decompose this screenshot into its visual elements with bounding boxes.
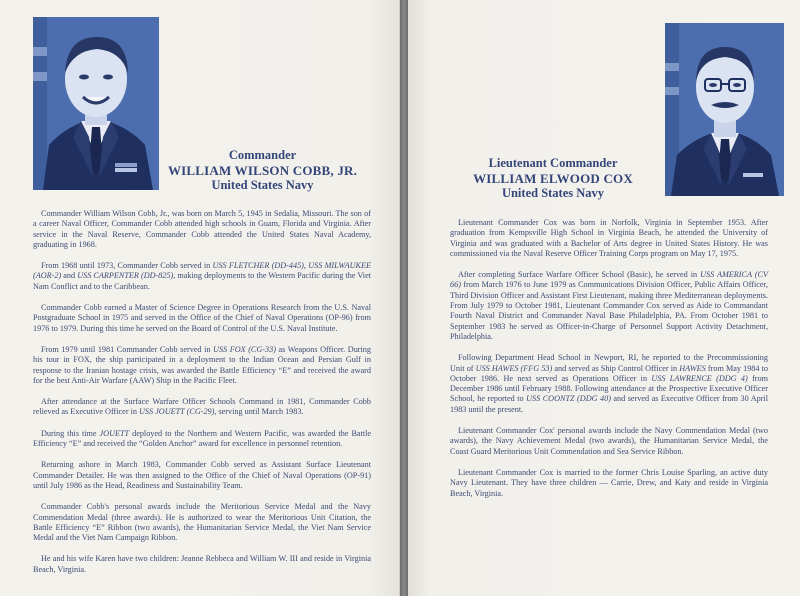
paragraph-text: and: [61, 271, 78, 281]
heading-cobb: [160, 148, 365, 193]
paragraph-text: From 1968 until 1973, Commander Cobb served in: [41, 261, 213, 271]
biography-paragraph: [450, 218, 768, 259]
heading-name: WILLIAM ELWOOD COX: [473, 171, 633, 186]
biography-paragraph: [33, 429, 371, 450]
paragraph-text: from December 1986 until February 1988. Following attendance at the Prospective Executive Officer School, he reported to: [450, 373, 768, 404]
paragraph-text: ,: [303, 261, 309, 271]
biography-paragraph: [450, 353, 768, 415]
paragraph-text: Commander William Wilson Cobb, Jr., was born on March 5, 1945 in Sedalia, Missouri. The son of a career Naval Officer, Commander Cobb attended high schools in Guam, Florida and Virginia. After service in the Naval Reserve, Commander Cobb attended the United States Naval Academy, graduating in 1968.: [33, 209, 371, 249]
portrait-photo-cobb: [33, 17, 159, 190]
paragraph-text: from May 1984 to October 1986. He next served as Operations Officer in: [450, 363, 768, 383]
book-gutter: [400, 0, 408, 596]
paragraph-text: Returning ashore in March 1983, Commander Cobb served as Assistant Surface Lieutenant Commander Detailer. He was then assigned to the Office of the Chief of Naval Operations (OP-91) until July 1986 as the Head, Readiness and Sustainability Team.: [33, 460, 371, 490]
biography-paragraph: [33, 397, 371, 418]
paragraph-text: Lieutenant Commander Cox' personal awards include the Navy Commendation Medal (two awards), the Navy Achievement Medal (two awards), the Humanitarian Service Medal, the Coast Guard Meritorious Unit Commendation and Sea Service Ribbon.: [450, 426, 768, 456]
ship-name: USS CARPENTER (DD-825): [77, 271, 174, 281]
biography-paragraph: [33, 460, 371, 491]
paragraph-text: from March 1976 to June 1979 as Communications Division Officer, Public Affairs Officer, Third Division Officer and Assistant First Lieutenant, making three Mediterranean deployments. From July 1979 to October 1981, Lieutenant Commander Cox served as Aide to Commandant Fourth Naval District and Commander Naval Base Philadelphia, PA. From October 1981 to September 1983 he served as Officer-in-Charge of Personnel Support Activity Detachment, Philadelphia.: [450, 280, 768, 341]
paragraph-text: deployed to the Northern and Western Pacific, was awarded the Battle Efficiency “E” and received the “Golden Anchor” award for excellence in personnel retention.: [33, 428, 372, 449]
paragraph-text: , serving until March 1983.: [214, 407, 304, 417]
biography-paragraph: [33, 502, 371, 543]
heading-rank: Lieutenant Commander: [488, 156, 618, 170]
biography-paragraph: [33, 303, 371, 334]
paragraph-text: Commander Cobb's personal awards include the Meritorious Service Medal and the Navy Commendation Medal (three awards). He is authorized to wear the Meritorious Unit Citation, the Battle Efficiency “E” Ribbon (two awards), the Humanitarian Service Medal, the Viet Nam Service Medal and the Viet Nam Campaign Ribbon.: [33, 502, 371, 543]
paragraph-text: as Weapons Officer. During his tour in FOX, the ship participated in a deployment to the Indian Ocean and Persian Gulf in response to the Iranian hostage crisis, was awarded the Battle Efficiency “E” and received the award for the best Anti-Air Warfare (AAW) Ship in the Pacific Fleet.: [33, 344, 371, 385]
ship-name: USS FOX (CG-33): [213, 344, 276, 354]
ship-name: USS LAWRENCE (DDG 4): [651, 373, 748, 383]
heading-cox: [448, 156, 658, 201]
biography-paragraph: [450, 468, 768, 499]
paragraph-text: Lieutenant Commander Cox was born in Norfolk, Virginia in September 1953. After graduation from Kempsville High School in Virginia Beach, he attended the University of Virginia and was graduated with a Bachelor of Arts degree in United States History. He was commissioned via the Naval Reserve Officer Training Corps program on May 17, 1975.: [450, 218, 768, 258]
heading-branch: United States Navy: [211, 178, 314, 192]
paragraph-text: During this time: [41, 428, 100, 438]
paragraph-text: Following Department Head School in Newport, RI, he reported to the Precommissioning Unit of: [450, 353, 768, 373]
ship-name: USS COONTZ (DDG 40): [526, 394, 611, 404]
ship-name: USS HAWES (FFG 53): [475, 363, 553, 373]
heading-rank: Commander: [228, 148, 297, 162]
biography-cox: [450, 218, 768, 510]
biography-paragraph: [450, 270, 768, 342]
heading-name: WILLIAM WILSON COBB, JR.: [167, 163, 358, 178]
heading-branch: United States Navy: [501, 186, 605, 200]
ship-name: USS AMERICA (CV 66): [450, 270, 768, 290]
biography-paragraph: [33, 554, 371, 575]
ship-name: JOUETT: [99, 428, 130, 438]
paragraph-text: He and his wife Karen have two children: Jeanne Rebbeca and William W. III and reside in Virginia Beach, Virginia.: [33, 554, 371, 574]
ship-name: HAWES: [679, 363, 706, 373]
biography-cobb: [33, 209, 371, 586]
biography-paragraph: [33, 209, 371, 250]
paragraph-text: After attendance at the Surface Warfare Officer Schools Command in 1981, Commander Cobb relieved as Executive Officer in: [33, 397, 371, 417]
paragraph-text: and served as Ship Control Officer in: [552, 363, 680, 373]
paragraph-text: From 1979 until 1981 Commander Cobb served in: [41, 344, 214, 354]
paragraph-text: Commander Cobb earned a Master of Science Degree in Operations Research from the U.S. Naval Postgraduate School in 1975 and served in the Office of the Chief of Naval Operations (OP-96) from 1976 to 1979. During this time he served on the Board of Control of the U.S. Naval Institute.: [33, 303, 371, 333]
portrait-photo-cox: [665, 23, 784, 196]
biography-paragraph: [450, 426, 768, 457]
paragraph-text: , making deployments to the Western Pacific during the Viet Nam Conflict and to the Caribbean.: [33, 271, 371, 291]
ship-name: USS JOUETT (CG-29): [139, 407, 215, 417]
paragraph-text: and served as Executive Officer from 30 April 1983 until the present.: [450, 394, 768, 414]
biography-paragraph: [33, 261, 371, 292]
ship-name: USS MILWAUKEE (AOR-2): [33, 261, 372, 281]
ship-name: USS FLETCHER (DD-445): [212, 261, 304, 271]
paragraph-text: After completing Surface Warfare Officer School (Basic), he served in: [458, 270, 701, 280]
paragraph-text: Lieutenant Commander Cox is married to the former Chris Louise Sparling, an active duty Navy Lieutenant. They have three children — Carrie, Drew, and Katy and reside in Virginia Beach, Virginia.: [450, 467, 768, 498]
biography-paragraph: [33, 345, 371, 386]
